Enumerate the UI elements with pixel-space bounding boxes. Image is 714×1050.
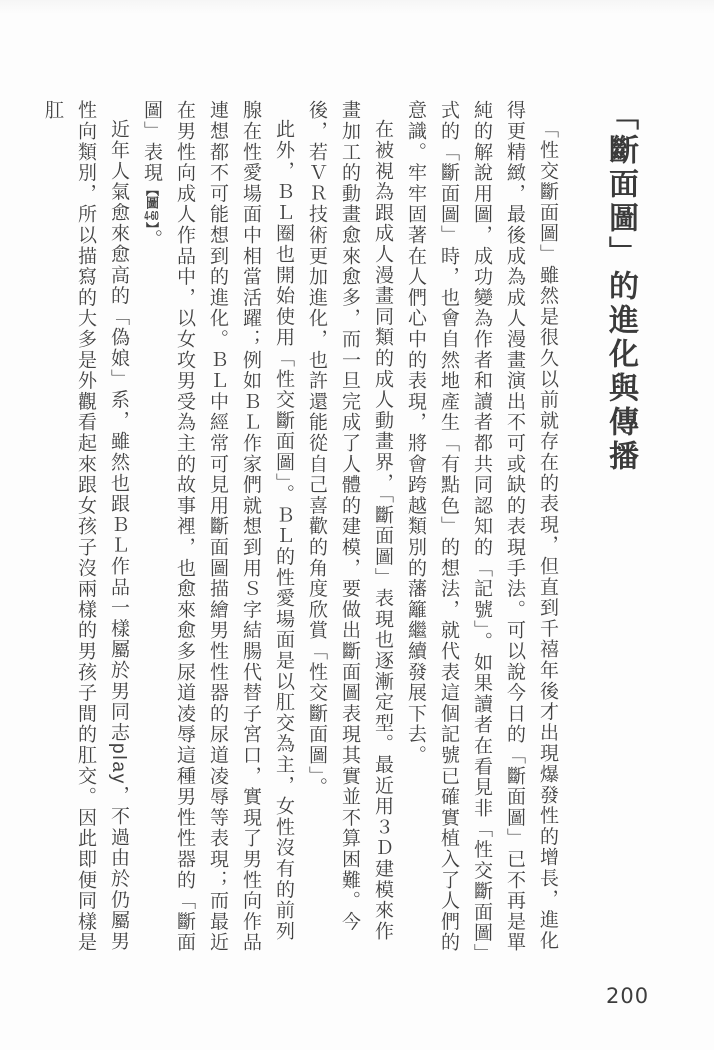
paragraph-text: 。 [141, 228, 162, 250]
paragraph-text: 「性交斷面圖」雖然是很久以前就存在的表現，但直到千禧年後才出現爆發性的增長，進化得更精緻，最後成為成人漫畫演出不可或缺的表現手法。可以說今日的「斷面圖」已不再是單純的解說用圖，成功變為作者和讀者都共同認知的「記號」。如果讀者在看見非「性交斷面圖」式的「斷面圖」時，也會自然地產生「有點色」的想法，就代表這個記號已確實植入了人們的意識。牢牢固著在人們心中的表現，將會跨越類別的藩籬繼續發展下去。 [405, 100, 558, 955]
page-number: 200 [606, 984, 650, 1008]
paragraph [399, 100, 564, 956]
figure-reference-close: 】 [144, 222, 159, 229]
paragraph [36, 100, 135, 956]
paragraph [300, 100, 399, 956]
page-content [36, 100, 642, 956]
figure-reference-number: 4-60 [144, 209, 159, 223]
paragraph-text: 在被視為跟成人漫畫同類的成人動畫界，「斷面圖」表現也逐漸定型。最近用３Ｄ建模來作畫加工的動畫愈來愈多，而一旦完成了人體的建模，要做出斷面圖表現其實並不算困難。今後，若ＶＲ技術更加進化，也許還能從自己喜歡的角度欣賞「性交斷面圖」。 [306, 100, 393, 942]
paragraph-text: 近年人氣愈來愈高的「偽娘」系，雖然也跟ＢＬ作品一樣屬於男同志play，不過由於仍屬男性向類別，所以描寫的大多是外觀看起來跟女孩子沒兩樣的男孩子間的肛交。因此即便同樣是肛 [42, 100, 129, 953]
paragraph [135, 100, 300, 956]
chapter-title: 「斷面圖」的進化與傳播 [604, 100, 637, 474]
paragraph-text: 此外，ＢＬ圈也開始使用「性交斷面圖」。ＢＬ的性愛場面是以肛交為主，女性沒有的前列腺在性愛場面中相當活躍；例如ＢＬ作家們就想到用Ｓ字結腸代替子宮口，實現了男性向作品連想都不可能想到的進化。ＢＬ中經常可見用斷面圖描繪男性性器的尿道凌辱等表現；而最近在男性向成人作品中，以女攻男受為主的故事裡，也愈來愈多尿道凌辱這種男性性器的「斷面圖」表現 [141, 100, 294, 953]
figure-reference-open: 【圖 [144, 183, 159, 210]
